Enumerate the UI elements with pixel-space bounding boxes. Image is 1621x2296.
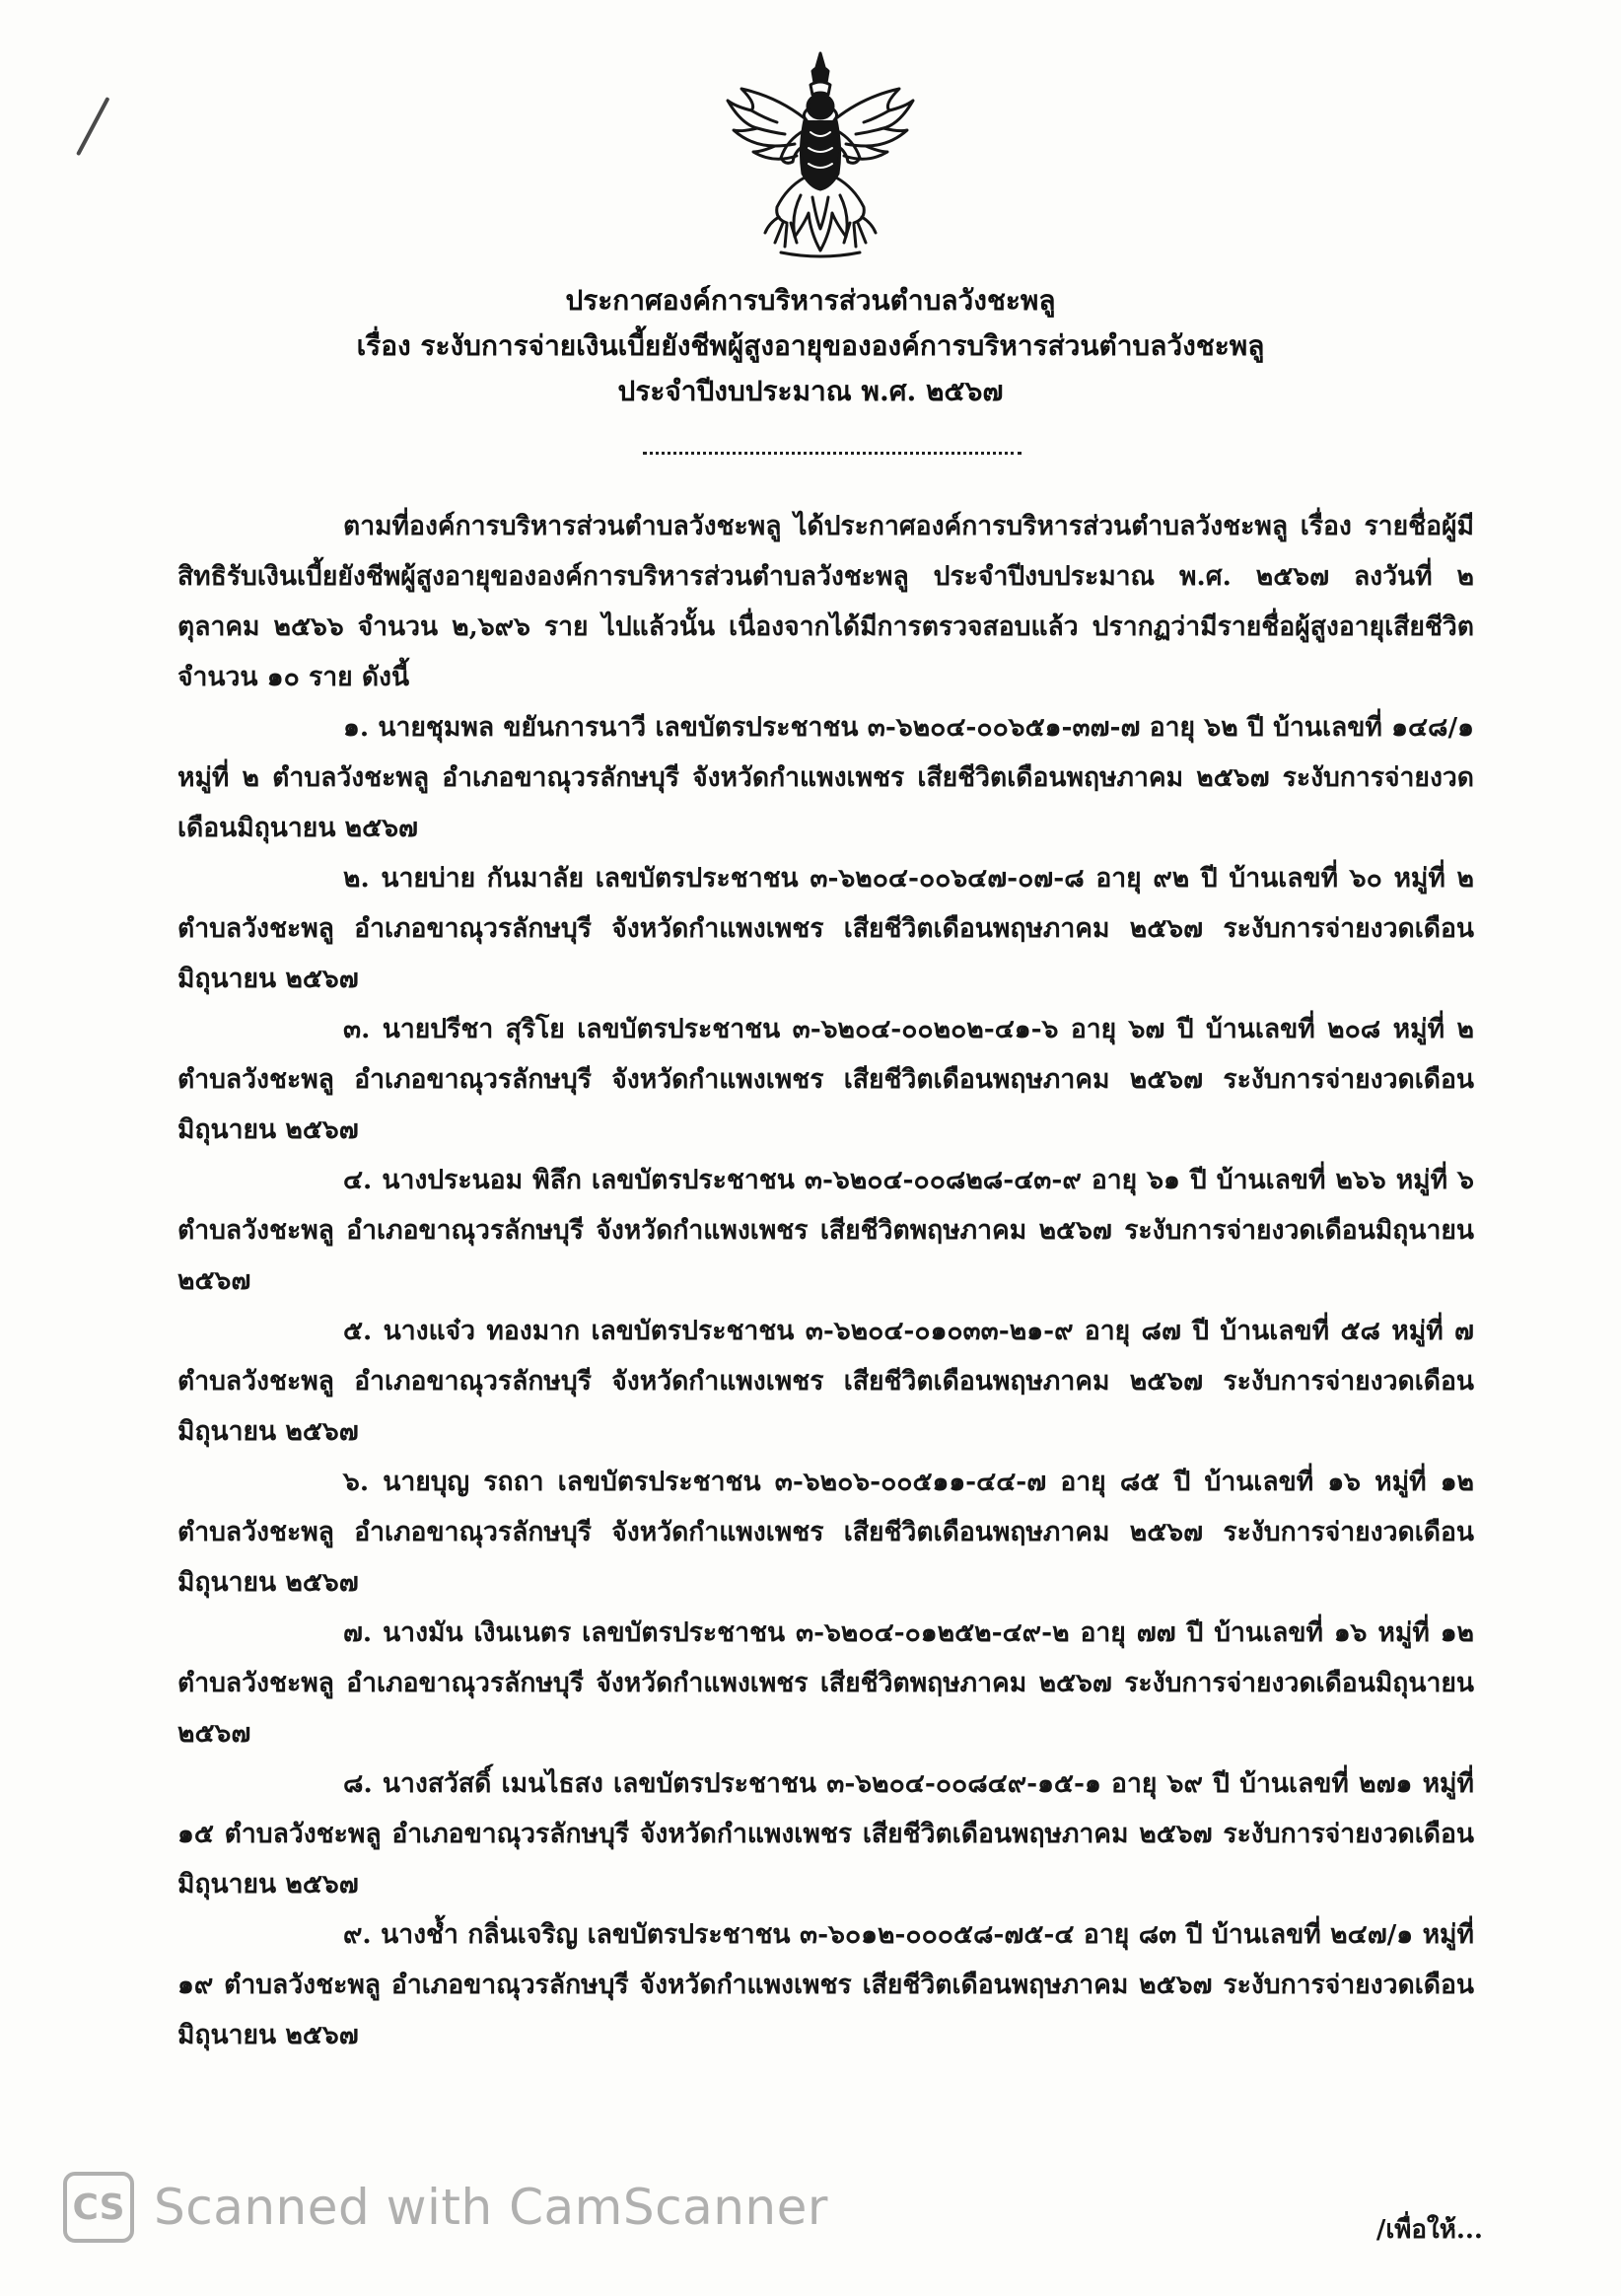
camscanner-logo-icon: CS: [63, 2172, 134, 2243]
garuda-emblem-icon: [722, 49, 919, 264]
list-item: ๙. นางช้ำ กลิ่นเจริญ เลขบัตรประชาชน ๓-๖๐๑๒-๐๐๐๕๘-๗๕-๔ อายุ ๘๓ ปี บ้านเลขที่ ๒๔๗/๑ หมู่ที่ ๑๙ ตำบลวังชะพลู อำเภอขาณุวรลักษบุรี จังหวัดกำแพงเพชร เสียชีวิตเดือนพฤษภาคม ๒๕๖๗ ระงับการจ่ายงวดเดือนมิถุนายน ๒๕๖๗: [177, 1919, 1474, 2050]
fiscal-year-line: ประจำปีงบประมาณ พ.ศ. ๒๕๖๗: [617, 375, 1004, 407]
announcement-subject: เรื่อง ระงับการจ่ายเงินเบี้ยยังชีพผู้สูงอายุขององค์การบริหารส่วนตำบลวังชะพลู: [356, 329, 1265, 362]
intro-paragraph: ตามที่องค์การบริหารส่วนตำบลวังชะพลู ได้ประกาศองค์การบริหารส่วนตำบลวังชะพลู เรื่อง รายชื่อผู้มีสิทธิรับเงินเบี้ยยังชีพผู้สูงอายุขององค์การบริหารส่วนตำบลวังชะพลู ประจำปีงบประมาณ พ.ศ. ๒๕๖๗ ลงวันที่ ๒ ตุลาคม ๒๕๖๖ จำนวน ๒,๖๙๖ ราย ไปแล้วนั้น เนื่องจากได้มีการตรวจสอบแล้ว ปรากฏว่ามีรายชื่อผู้สูงอายุเสียชีวิต จำนวน ๑๐ ราย ดังนี้: [177, 511, 1474, 692]
list-item: ๘. นางสวัสดิ์ เมนไธสง เลขบัตรประชาชน ๓-๖๒๐๔-๐๐๘๔๙-๑๕-๑ อายุ ๖๙ ปี บ้านเลขที่ ๒๗๑ หมู่ที่ ๑๕ ตำบลวังชะพลู อำเภอขาณุวรลักษบุรี จังหวัดกำแพงเพชร เสียชีวิตเดือนพฤษภาคม ๒๕๖๗ ระงับการจ่ายงวดเดือนมิถุนายน ๒๕๖๗: [177, 1768, 1474, 1900]
announcement-body: [177, 501, 1474, 2060]
list-item: ๔. นางประนอม พิลึก เลขบัตรประชาชน ๓-๖๒๐๔-๐๐๘๒๘-๔๓-๙ อายุ ๖๑ ปี บ้านเลขที่ ๒๖๖ หมู่ที่ ๖ ตำบลวังชะพลู อำเภอขาณุวรลักษบุรี จังหวัดกำแพงเพชร เสียชีวิตพฤษภาคม ๒๕๖๗ ระงับการจ่ายงวดเดือนมิถุนายน ๒๕๖๗: [177, 1165, 1474, 1296]
list-item: ๑. นายชุมพล ขยันการนาวี เลขบัตรประชาชน ๓-๖๒๐๔-๐๐๖๕๑-๓๗-๗ อายุ ๖๒ ปี บ้านเลขที่ ๑๔๘/๑ หมู่ที่ ๒ ตำบลวังชะพลู อำเภอขาณุวรลักษบุรี จังหวัดกำแพงเพชร เสียชีวิตเดือนพฤษภาคม ๒๕๖๗ ระงับการจ่ายงวดเดือนมิถุนายน ๒๕๖๗: [177, 712, 1474, 843]
list-item: ๗. นางมัน เงินเนตร เลขบัตรประชาชน ๓-๖๒๐๔-๐๑๒๕๒-๔๙-๒ อายุ ๗๗ ปี บ้านเลขที่ ๑๖ หมู่ที่ ๑๒ ตำบลวังชะพลู อำเภอขาณุวรลักษบุรี จังหวัดกำแพงเพชร เสียชีวิตพฤษภาคม ๒๕๖๗ ระงับการจ่ายงวดเดือนมิถุนายน ๒๕๖๗: [177, 1617, 1474, 1749]
dotted-separator: [643, 452, 1022, 455]
pen-mark: [76, 97, 110, 156]
camscanner-watermark: [63, 2170, 828, 2245]
announcement-title: ประกาศองค์การบริหารส่วนตำบลวังชะพลู: [565, 284, 1056, 317]
announcement-header: [0, 278, 1621, 414]
watermark-text: Scanned with CamScanner: [154, 2179, 828, 2236]
page-continuation: /เพื่อให้...: [1375, 2215, 1483, 2245]
list-item: ๓. นายปรีชา สุริโย เลขบัตรประชาชน ๓-๖๒๐๔-๐๐๒๐๒-๔๑-๖ อายุ ๖๗ ปี บ้านเลขที่ ๒๐๘ หมู่ที่ ๒ ตำบลวังชะพลู อำเภอขาณุวรลักษบุรี จังหวัดกำแพงเพชร เสียชีวิตเดือนพฤษภาคม ๒๕๖๗ ระงับการจ่ายงวดเดือนมิถุนายน ๒๕๖๗: [177, 1014, 1474, 1145]
list-item: ๕. นางแจ๋ว ทองมาก เลขบัตรประชาชน ๓-๖๒๐๔-๐๑๐๓๓-๒๑-๙ อายุ ๘๗ ปี บ้านเลขที่ ๕๘ หมู่ที่ ๗ ตำบลวังชะพลู อำเภอขาณุวรลักษบุรี จังหวัดกำแพงเพชร เสียชีวิตเดือนพฤษภาคม ๒๕๖๗ ระงับการจ่ายงวดเดือนมิถุนายน ๒๕๖๗: [177, 1316, 1474, 1447]
list-item: ๒. นายบ่าย กันมาลัย เลขบัตรประชาชน ๓-๖๒๐๔-๐๐๖๔๗-๐๗-๘ อายุ ๙๒ ปี บ้านเลขที่ ๖๐ หมู่ที่ ๒ ตำบลวังชะพลู อำเภอขาณุวรลักษบุรี จังหวัดกำแพงเพชร เสียชีวิตเดือนพฤษภาคม ๒๕๖๗ ระงับการจ่ายงวดเดือนมิถุนายน ๒๕๖๗: [177, 863, 1474, 994]
list-item: ๖. นายบุญ รถถา เลขบัตรประชาชน ๓-๖๒๐๖-๐๐๕๑๑-๔๔-๗ อายุ ๘๕ ปี บ้านเลขที่ ๑๖ หมู่ที่ ๑๒ ตำบลวังชะพลู อำเภอขาณุวรลักษบุรี จังหวัดกำแพงเพชร เสียชีวิตเดือนพฤษภาคม ๒๕๖๗ ระงับการจ่ายงวดเดือนมิถุนายน ๒๕๖๗: [177, 1467, 1474, 1598]
